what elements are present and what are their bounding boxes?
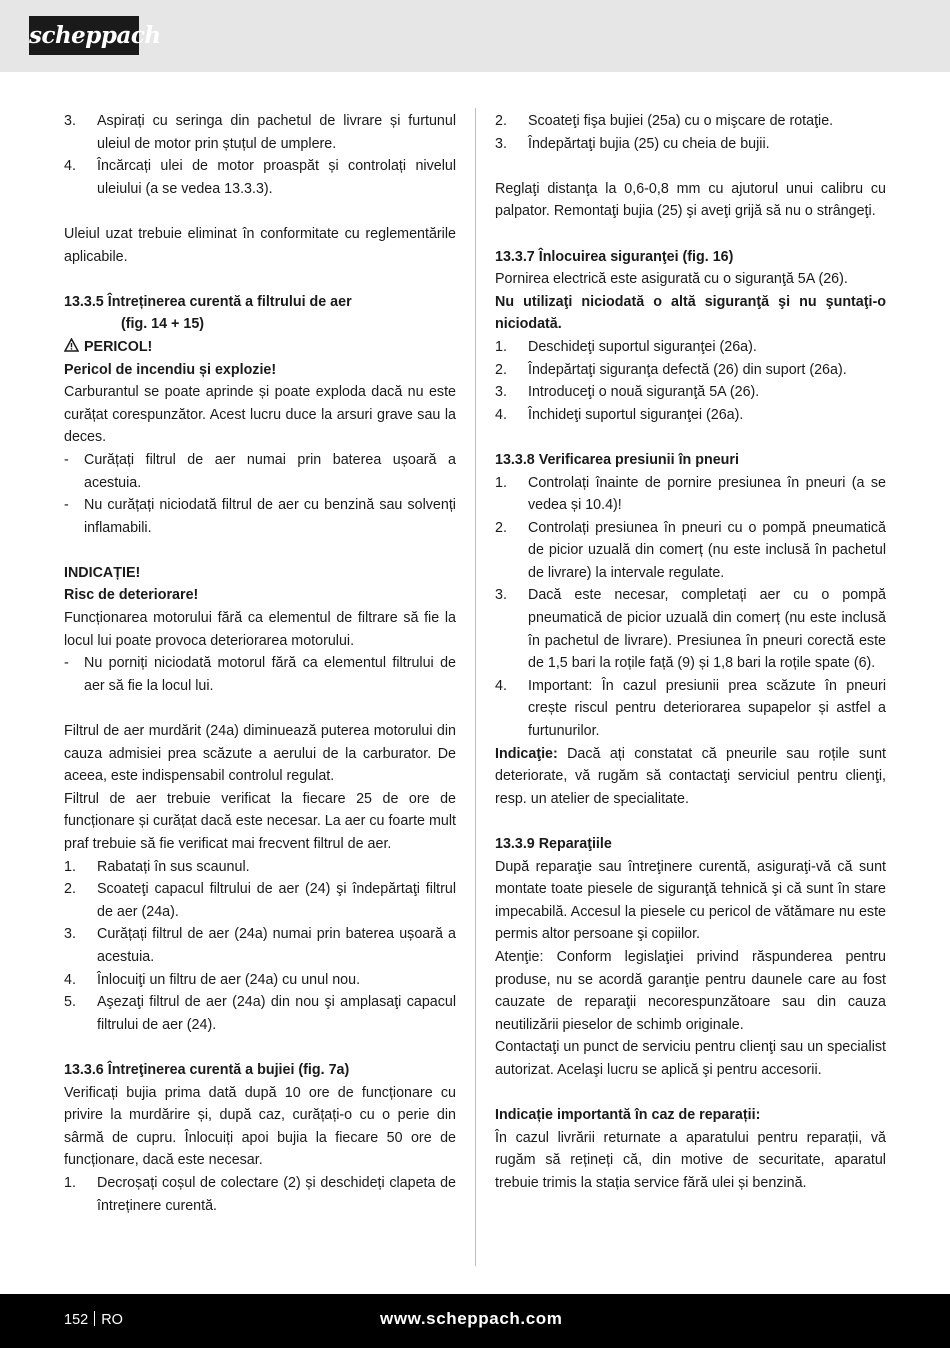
scheppach-logo: scheppach	[29, 16, 139, 55]
filter-step: 3. Curățați filtrul de aer (24a) numai prin baterea ușoară a acestuia.	[64, 926, 456, 965]
section-13-3-8-title: 13.3.8 Verificarea presiunii în pneuri	[495, 451, 739, 468]
fuse-step: 1. Deschideţi suportul siguranţei (26a).	[495, 338, 757, 355]
website-link[interactable]: www.scheppach.com	[380, 1309, 563, 1328]
danger-heading: PERICOL!	[64, 336, 456, 359]
spark-plug-step: 3. Îndepărtaţi bujia (25) cu cheia de bujii.	[495, 135, 770, 152]
fuse-step: 3. Introduceţi o nouă siguranţă 5A (26).	[495, 384, 760, 401]
section-13-3-9-title: 13.3.9 Reparaţiile	[495, 836, 612, 852]
spark-plug-text: Verificați bujia prima dată după 10 ore de funcționare cu privire la murdărire și, după caz, curățați-o cu o perie din sârmă de cupru. Înlocuiți apoi bujia la fiecare 50 ore de funcționare, dacă este necesar.	[64, 1084, 456, 1169]
tyre-note: Indicaţie: Dacă ați constatat că pneurile sau roțile sunt deteriorate, vă rugăm să contactaţi serviciul pentru clienţi, resp. un atelier de specialitate.	[495, 745, 886, 807]
tyre-step: 1. Controlați înainte de pornire presiunea în pneuri (a se vedea și 10.4)!	[495, 474, 886, 514]
oil-step-4: 4. Încărcați ulei de motor proaspăt și controlați nivelul uleiului (a se vedea 13.3.3).	[64, 158, 456, 197]
repair-paragraph: După reparaţie sau întreţinere curentă, asiguraţi-vă că sunt montate toate piesele de siguranţă tehnică şi că sunt în stare impecabilă. Accesul la piesele cu pericol de vătămare nu este permis altor persoane şi copiilor.	[495, 858, 886, 943]
note-heading: INDICAȚIE!	[64, 564, 141, 581]
section-13-3-5-title-cont: (fig. 14 + 15)	[121, 316, 205, 333]
page-footer	[0, 1294, 950, 1348]
warning-triangle-icon	[64, 336, 80, 359]
filter-step: 1. Rabatați în sus scaunul.	[64, 858, 250, 875]
tyre-step: 4. Important: În cazul presiunii prea scăzute în pneuri crește riscul pentru deteriorarea supapelor și astfel a furtunurilor.	[495, 677, 886, 740]
right-column	[495, 110, 886, 1195]
oil-step-3: 3. Aspirați cu seringa din pachetul de livrare și furtunul uleiul de motor prin ștuțul de umplere.	[64, 113, 456, 152]
danger-text: Carburantul se poate aprinde și poate exploda dacă nu este curățat corespunzător. Acest lucru duce la arsuri grave sau la deces.	[64, 384, 456, 446]
spark-plug-step: 2. Scoateţi fişa bujiei (25a) cu o mişcare de rotaţie.	[495, 113, 834, 129]
fuse-text: Pornirea electrică este asigurată cu o siguranţă 5A (26).	[495, 271, 848, 288]
page-number: 152 RO	[64, 1312, 123, 1328]
section-13-3-5-title: 13.3.5 Întreținerea curentă a filtrului de aer	[64, 293, 352, 310]
note-bullet: - Nu porniți niciodată motorul fără ca elementul filtrului de aer să fie la locul lui.	[64, 655, 456, 694]
danger-bullet: - Curățați filtrul de aer numai prin baterea ușoară a acestuia.	[64, 451, 456, 491]
spark-plug-gap-text: Reglaţi distanţa la 0,6-0,8 mm cu ajutorul unui calibru cu palpator. Remontaţi bujia (25) şi aveţi grijă să nu o strângeţi.	[495, 180, 886, 220]
repair-paragraph: Contactaţi un punct de serviciu pentru clienţi sau un specialist autorizat. Acelaşi lucru se aplică şi pentru accesorii.	[495, 1039, 886, 1078]
column-divider	[475, 108, 476, 1266]
language-code: RO	[101, 1312, 123, 1328]
repair-note-title: Indicație importantă în caz de reparații:	[495, 1107, 761, 1124]
tyre-step: 3. Dacă este necesar, completați aer cu o pompă pneumatică de picior uzuală din comerț (nu este inclusă în pachetul de livrare). Presiunea în pneuri corectă este de 1,5 bari la roțile față (9) și 1,8 bari la roțile spate (6).	[495, 587, 886, 672]
page-header	[0, 0, 950, 72]
repair-note-text: În cazul livrării returnate a aparatului pentru reparații, vă rugăm să rețineți că, din motive de securitate, aparatul trebuie trimis la stația service fără ulei și benzină.	[495, 1129, 886, 1191]
danger-subheading: Pericol de incendiu și explozie!	[64, 361, 277, 378]
filter-paragraph: Filtrul de aer trebuie verificat la fiecare 25 de ore de funcționare și curățat dacă este necesar. La aer cu foarte mult praf trebuie să fie verificat mai frecvent filtrul de aer.	[64, 790, 456, 852]
filter-step: 5. Aşezaţi filtrul de aer (24a) din nou şi amplasaţi capacul filtrului de aer (24).	[64, 994, 456, 1033]
fuse-step: 4. Închideţi suportul siguranţei (26a).	[495, 406, 744, 423]
section-13-3-7-title: 13.3.7 Înlocuirea siguranţei (fig. 16)	[495, 248, 734, 265]
filter-paragraph: Filtrul de aer murdărit (24a) diminuează puterea motorului din cauza admisiei prea scăzute a aerului de la carburator. De aceea, este indispensabil controlul regulat.	[64, 723, 456, 785]
filter-step: 4. Înlocuiţi un filtru de aer (24a) cu unul nou.	[64, 971, 361, 988]
fuse-step: 2. Îndepărtaţi siguranţa defectă (26) din suport (26a).	[495, 361, 847, 378]
note-text: Funcționarea motorului fără ca elementul de filtrare să fie la locul lui poate provoca deteriorarea motorului.	[64, 610, 456, 649]
filter-step: 2. Scoateţi capacul filtrului de aer (24) şi îndepărtaţi filtrul de aer (24a).	[64, 881, 456, 920]
section-13-3-6-title: 13.3.6 Întreţinerea curentă a bujiei (fig. 7a)	[64, 1061, 350, 1078]
spark-plug-step: 1. Decroșați coșul de colectare (2) și deschideți clapeta de întreținere curentă.	[64, 1174, 456, 1214]
left-column	[64, 110, 456, 1217]
danger-bullet: - Nu curățați niciodată filtrul de aer cu benzină sau solvenți inflamabili.	[64, 497, 456, 536]
note-subheading: Risc de deteriorare!	[64, 587, 199, 604]
fuse-warning: Nu utilizaţi niciodată o altă siguranţă şi nu şuntaţi-o niciodată.	[495, 293, 886, 333]
oil-disposal-text: Uleiul uzat trebuie eliminat în conformitate cu reglementările aplicabile.	[64, 225, 456, 265]
tyre-step: 2. Controlați presiunea în pneuri cu o pompă pneumatică de picior uzuală din comerț (nu este inclusă în pachetul de livrare) la intervale regulate.	[495, 519, 886, 581]
repair-paragraph: Atenţie: Conform legislaţiei privind răspunderea pentru produse, nu se acordă garanţie pentru daunele care au fost cauzate de reparaţii necorespunzătoare sau din cauza neutilizării pieselor de schimb originale.	[495, 948, 886, 1033]
